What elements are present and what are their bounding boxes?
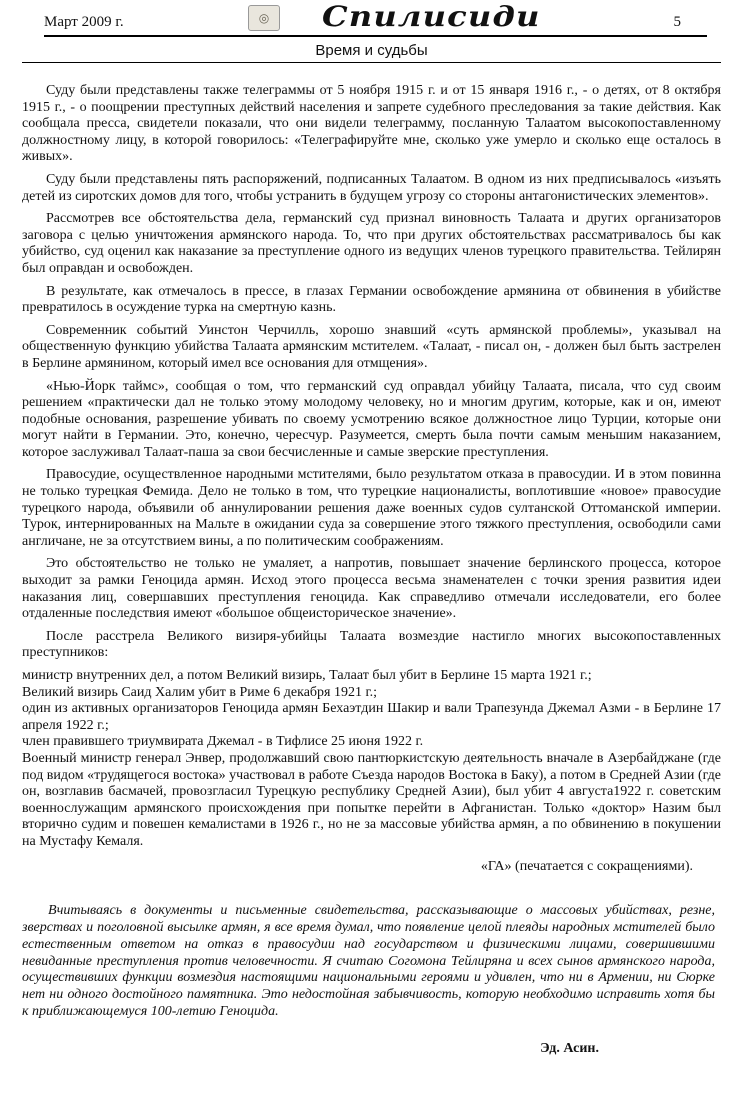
newspaper-masthead: Спилисиди [322, 0, 541, 33]
section-title: Время и судьбы [22, 40, 721, 63]
issue-date: Март 2009 г. [44, 14, 124, 30]
header-rule [44, 35, 707, 37]
article-paragraph: Суду были представлены также телеграммы от 5 ноября 1915 г. и от 15 января 1916 г., - о детях, от 8 октября 1915 г., - о поощрении преступных действий населения и запрете судебного преследования за такие действия. Как сообщала пресса, свидетели показали, что они видели телеграмму, посланную Талаатом высокопоставленному должностному лицу, в которой говорилось: «Телеграфируйте мне, сколько уже умерло и сколько еще осталось в живых». [22, 83, 721, 165]
article-paragraph: Правосудие, осуществленное народными мстителями, было результатом отказа в правосудии. И в этом повинна не только турецкая Фемида. Дело не только в том, что турецкие националисты, воплотившие «новое» правосудие турецкого народа, объявили об аннулировании решения даже военных судов султанской Оттоманской империи. Турок, интернированных на Мальте в ожидании суда за совершение этого тяжкого преступления, освободили сами англичане, не за отсутствием вины, а по политическим соображениям. [22, 467, 721, 549]
article-paragraph: Суду были представлены пять распоряжений, подписанных Талаатом. В одном из них предписывалось «изъять детей из сиротских домов для того, чтобы устранить в будущем угрозу со стороны антагонистических элементов». [22, 171, 721, 204]
article-paragraph: В результате, как отмечалось в прессе, в глазах Германии освобождение армянина от обвинения в убийстве превратилось в осуждение турка на смертную казнь. [22, 283, 721, 316]
page-header [22, 0, 721, 40]
list-line: Великий визирь Саид Халим убит в Риме 6 декабря 1921 г.; [22, 684, 378, 700]
list-line: министр внутренних дел, а потом Великий визирь, Талаат был убит в Берлине 15 марта 1921 г.; [22, 668, 592, 683]
editor-note: Вчитываясь в документы и письменные свидетельства, рассказывающие о массовых убийствах, резне, зверствах и поголовной высылке армян, я все время думал, что появление целой плеяды народных мстителей было естественным ответом на отказ в правосудии над государством и физическими лицами, совершившими невиданные преступления против человечности. Я считаю Согомона Тейлиряна и всех сынов армянского народа, осуществивших функции возмездия настоящими национальными героями и удивлен, что ни в Армении, ни Сюрке нет ни одного достойного памятника. Это недостойная забывчивость, которую необходимо исправить хотя бы к приближающемуся 100-летию Геноцида. [22, 903, 715, 1019]
article-paragraph: Современник событий Уинстон Черчилль, хорошо знавший «суть армянской проблемы», указывал на общественную функцию убийства Талаата армянским мстителем. «Талаат, - писал он, - должен был быть застрелен в Берлине армянином, который имел все основания для отмщения». [22, 322, 721, 371]
list-line: Военный министр генерал Энвер, продолжавший свою пантюркистскую деятельность вначале в Азербайджане (где под видом «трудящегося востока» участвовал в работе Съезда народов Востока в Баку), а потом в Средней Азии (где он, возглавив басмачей, провозгласил Турецкую республику Средней Азии), был убит 4 августа1922 г. советским военнослужащим армянского происхождения при попытке перейти в Афганистан. Только «доктор» Назим был вторично судим и повешен кемалистами в 1926 г., но не за массовые убийства армян, а по обвинению в покушении на Мустафу Кемаля. [22, 750, 721, 849]
article-paragraph: После расстрела Великого визиря-убийцы Талаата возмездие настигло многих высокопоставленных преступников: [22, 628, 721, 661]
source-note: «ГА» (печатается с сокращениями). [480, 858, 693, 874]
article-paragraph: «Нью-Йорк таймс», сообщая о том, что германский суд оправдал убийцу Талаата, писала, что суд своим решением «практически дал не только этому молодому человеку, но и многим другим, которые, как и он, имеют подобные основания, разрешение убивать по своему усмотрению всякое должностное лицо Турции, которые они могут найти в Германии. Это, конечно, чересчур. Разумеется, смерть была почти самым меньшим наказанием, которое заслуживал Талаат-паша за свои бесчисленные и самые зверские преступления. [22, 378, 721, 460]
page-number: 5 [673, 14, 681, 30]
article-paragraph: Это обстоятельство не только не умаляет, а напротив, повышает значение берлинского процесса, которое выходит за рамки Геноцида армян. Исход этого процесса весьма знаменателен с точки зрения развития идеи наказания лиц, совершавших преступления геноцида. Как справедливо отмечали исследователи, его более отдаленные последствия имеют «большое общеисторическое значение». [22, 556, 721, 622]
article-paragraph: Рассмотрев все обстоятельства дела, германский суд признал виновность Талаата и других организаторов заговора с целью уничтожения армянского народа. То, что при других обстоятельствах рассматривалось бы как убийство, суд оценил как наказание за преступление одного из ведущих членов турецкого правительства. Тейлирян был оправдан и освобожден. [22, 211, 721, 276]
editor-signature: Эд. Асин. [540, 1040, 599, 1056]
article-body [22, 83, 721, 875]
list-line: один из активных организаторов Геноцида армян Бехаэтдин Шакир и вали Трапезунда Джемал Азми - в Берлине 17 апреля 1922 г.; [22, 701, 721, 733]
logo-emblem-icon: ◎ [248, 5, 280, 31]
list-line: член правившего триумвирата Джемал - в Тифлисе 25 июня 1922 г. [22, 734, 424, 750]
